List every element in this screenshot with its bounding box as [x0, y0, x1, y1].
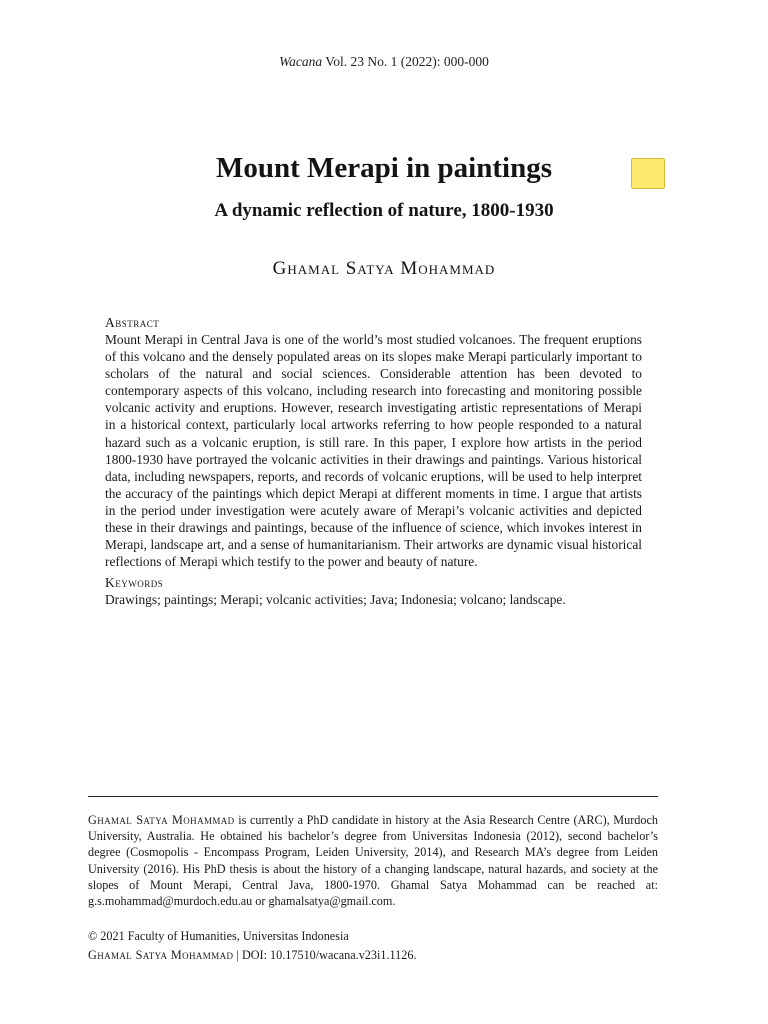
- keywords-text: Drawings; paintings; Merapi; volcanic activities; Java; Indonesia; volcano; landscape.: [105, 592, 566, 608]
- abstract-text: Mount Merapi in Central Java is one of the world’s most studied volcanoes. The frequent eruptions of this volcano and the densely populated areas on its slopes make Merapi particularly important to scholars of the natural and social sciences. Considerable attention has been devoted to contemporary aspects of this volcano, including research into forecasting and monitoring possible volcanic activity and eruptions. However, research investigating artistic representations of Merapi in a historical context, particularly local artworks referring to how people responded to a natural hazard such as a volcanic eruption, is still rare. In this paper, I explore how artists in the period 1800-1930 have portrayed the volcanic activities in their drawings and paintings. Various historical data, including newspapers, reports, and records of volcanic eruptions, will be used to help interpret the accuracy of the paintings which depict Merapi at different moments in time. I argue that artists in the period under investigation were acutely aware of Merapi’s volcanic activities and depicted these in their drawings and paintings, because of the influence of science, which invokes interest in Merapi, landscape art, and a sense of humanitarianism. Their artworks are dynamic visual historical reflections of Merapi which testify to the power and beauty of nature.: [105, 332, 642, 570]
- copyright-line: © 2021 Faculty of Humanities, Universitas Indonesia: [88, 929, 349, 943]
- author-name: Ghamal Satya Mohammad: [272, 258, 496, 279]
- paper-subtitle: A dynamic reflection of nature, 1800-1930: [214, 200, 554, 221]
- paper-title: Mount Merapi in paintings: [216, 152, 552, 184]
- doi-text[interactable]: | DOI: 10.17510/wacana.v23i1.1126.: [233, 948, 417, 962]
- author-bio: [88, 812, 658, 909]
- footnote-divider: [88, 796, 658, 797]
- bio-text: is currently a PhD candidate in history at the Asia Research Centre (ARC), Murdoch University, Australia. He obtained his bachelor’s degree from Universitas Indonesia (2012), second bachelor’s degree (Cosmopolis - Encompass Program, Leiden University, 2014), and Research MA’s degree from Leiden University (2016). His PhD thesis is about the history of a changing landscape, natural hazards, and society at the slopes of Mount Merapi, Central Java, 1800-1970. Ghamal Satya Mohammad can be reached at: g.s.mohammad@murdoch.edu.au or ghamalsatya@gmail.com.: [88, 813, 658, 909]
- keywords-heading: Keywords: [105, 575, 164, 591]
- journal-header: [0, 54, 768, 70]
- bio-author-name: Ghamal Satya Mohammad: [88, 813, 235, 827]
- volume-info: Vol. 23 No. 1 (2022): 000-000: [325, 54, 489, 69]
- doi-author: Ghamal Satya Mohammad: [88, 948, 234, 962]
- journal-name: Wacana: [279, 54, 323, 69]
- doi-line: [88, 947, 658, 963]
- abstract-section: [105, 314, 642, 608]
- abstract-heading: Abstract: [105, 315, 160, 330]
